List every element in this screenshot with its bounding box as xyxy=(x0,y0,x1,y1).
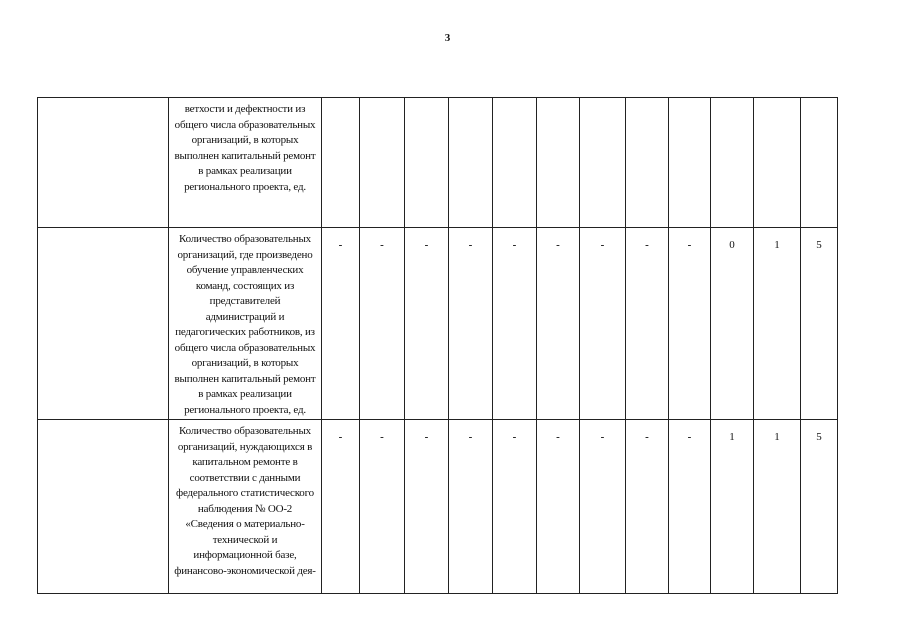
value-cell: 0 xyxy=(711,228,754,420)
value-cell: 5 xyxy=(801,228,838,420)
value-cell xyxy=(711,98,754,228)
page-number: 3 xyxy=(444,32,451,44)
indicator-description: Количество образовательных организаций, где произведено обучение управленческих команд, состоящих из представителей администраций и педагогических работников, из общего числа образовательных организаций, в которых выполнен капитальный ремонт в рамках реализации регионального проекта, ед. xyxy=(169,228,322,420)
value-cell: - xyxy=(493,228,537,420)
value-cell xyxy=(580,98,626,228)
value-cell: 1 xyxy=(754,420,801,594)
value-cell: - xyxy=(322,228,360,420)
value-cell: - xyxy=(580,420,626,594)
value-cell: - xyxy=(580,228,626,420)
row-label-cell xyxy=(38,228,169,420)
value-cell: - xyxy=(493,420,537,594)
value-cell xyxy=(669,98,711,228)
value-cell: - xyxy=(537,228,580,420)
value-cell: - xyxy=(322,420,360,594)
value-cell: 1 xyxy=(754,228,801,420)
indicator-description: Количество образовательных организаций, нуждающихся в капитальном ремонте в соответствии с данными федерального статистического наблюдения № ОО-2 «Сведения о материально-технической и информационной базе, финансово-экономической дея- xyxy=(169,420,322,594)
value-cell: - xyxy=(537,420,580,594)
table-row xyxy=(38,98,838,228)
value-cell: - xyxy=(626,420,669,594)
value-cell xyxy=(801,98,838,228)
value-cell xyxy=(360,98,405,228)
value-cell: - xyxy=(405,420,449,594)
value-cell: - xyxy=(669,228,711,420)
row-label-cell xyxy=(38,420,169,594)
value-cell: - xyxy=(360,420,405,594)
value-cell: - xyxy=(449,228,493,420)
value-cell xyxy=(626,98,669,228)
value-cell: - xyxy=(449,420,493,594)
value-cell: - xyxy=(405,228,449,420)
value-cell xyxy=(405,98,449,228)
table-row xyxy=(38,228,838,420)
value-cell xyxy=(493,98,537,228)
value-cell xyxy=(449,98,493,228)
table-row xyxy=(38,420,838,594)
indicator-description: ветхости и дефектности из общего числа образовательных организаций, в которых выполнен капитальный ремонт в рамках реализации регионального проекта, ед. xyxy=(169,98,322,228)
data-table xyxy=(37,97,838,594)
value-cell: - xyxy=(669,420,711,594)
value-cell: - xyxy=(626,228,669,420)
value-cell xyxy=(754,98,801,228)
value-cell: 1 xyxy=(711,420,754,594)
value-cell: 5 xyxy=(801,420,838,594)
value-cell: - xyxy=(360,228,405,420)
value-cell xyxy=(537,98,580,228)
value-cell xyxy=(322,98,360,228)
row-label-cell xyxy=(38,98,169,228)
